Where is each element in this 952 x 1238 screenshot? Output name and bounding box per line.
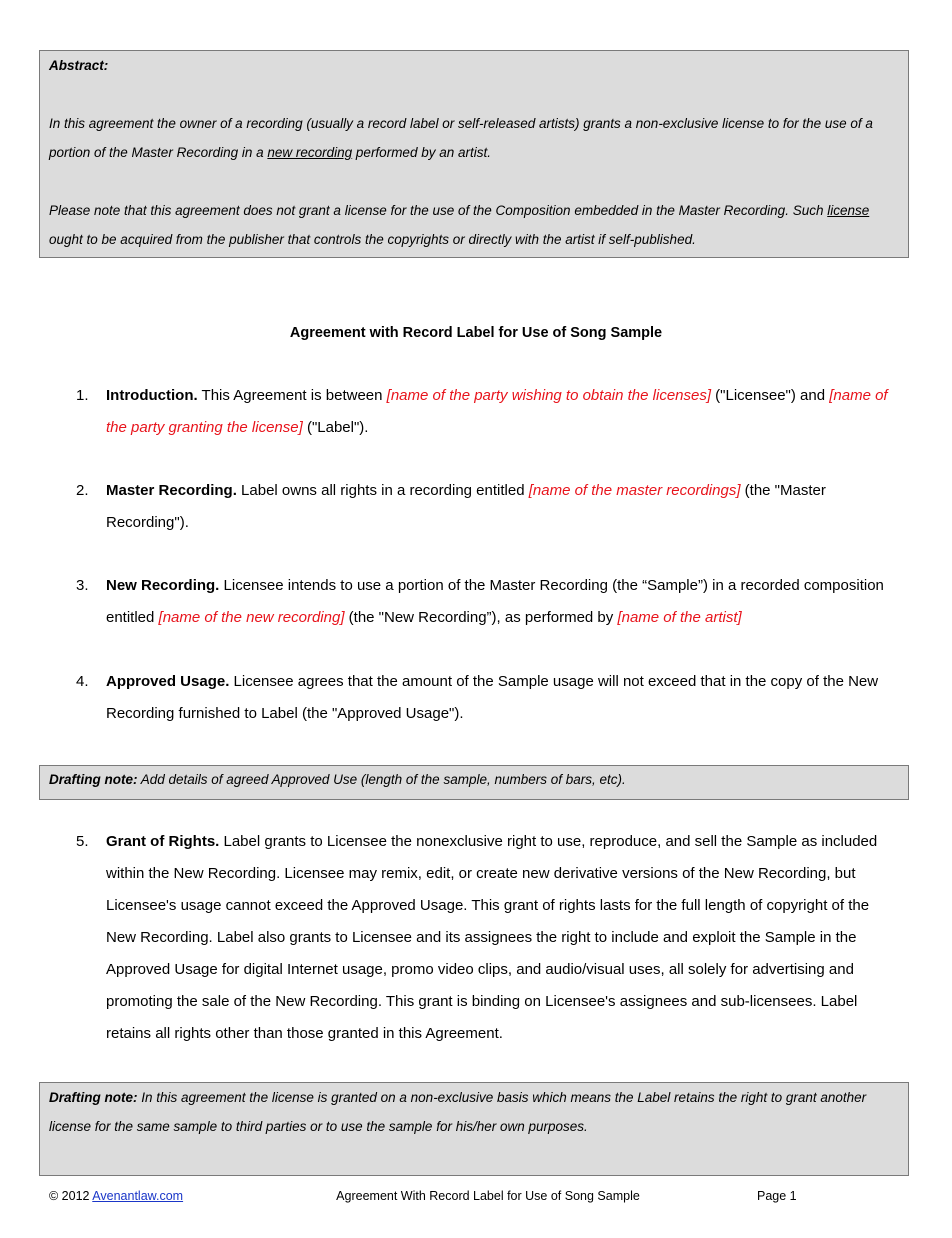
abstract-paragraph-1: In this agreement the owner of a recording (usually a record label or self-released artists) grants a non-exclusive license to for the use of a portion of the Master Recording in a new recording performed by an artist. xyxy=(49,116,873,160)
section-master-recording: 2. Master Recording. Label owns all rights in a recording entitled [name of the master recordings] (the "Master Recording"). xyxy=(76,475,896,539)
footer-page-number: Page 1 xyxy=(757,1189,797,1203)
abstract-heading: Abstract: xyxy=(49,58,109,73)
section-new-recording: 3. New Recording. Licensee intends to use a portion of the Master Recording (the “Sample”) in a recorded composition entitled [name of the new recording] (the "New Recording”), as performed by [name of the artist] xyxy=(76,570,896,634)
section-heading: Master Recording. xyxy=(106,482,237,499)
section-number: 3. xyxy=(76,577,89,594)
abstract-box xyxy=(39,50,909,258)
placeholder-master-recording-name[interactable]: [name of the master recordings] xyxy=(528,482,741,499)
section-number: 5. xyxy=(76,833,89,850)
drafting-note-approved-use xyxy=(39,765,909,800)
footer-site-link[interactable]: Avenantlaw.com xyxy=(92,1189,184,1203)
drafting-note-label: Drafting note: xyxy=(49,772,138,787)
placeholder-label-name[interactable]: [name of the party granting the license] xyxy=(106,387,888,436)
drafting-note-text: Add details of agreed Approved Use (length of the sample, numbers of bars, etc). xyxy=(137,772,626,787)
drafting-note-text: In this agreement the license is granted on a non-exclusive basis which means the Label retains the right to grant another license for the same sample to third parties or to use the sample for his/her own purposes. xyxy=(49,1090,867,1134)
section-heading: Introduction. xyxy=(106,387,198,404)
drafting-note-label: Drafting note: xyxy=(49,1090,138,1105)
section-number: 2. xyxy=(76,482,89,499)
section-heading: Approved Usage. xyxy=(106,673,230,690)
section-number: 4. xyxy=(76,673,89,690)
footer-copyright: © 2012 Avenantlaw.com xyxy=(49,1189,184,1203)
section-approved-usage: 4. Approved Usage. Licensee agrees that the amount of the Sample usage will not exceed that in the copy of the New Recording furnished to Label (the "Approved Usage"). xyxy=(76,666,896,730)
section-heading: New Recording. xyxy=(106,577,220,594)
license-link[interactable]: license xyxy=(827,203,870,218)
abstract-paragraph-2: Please note that this agreement does not grant a license for the use of the Composition embedded in the Master Recording. Such license ought to be acquired from the publisher that controls the copyrights or directly with the artist if self-published. xyxy=(49,203,870,247)
document-title: Agreement with Record Label for Use of Song Sample xyxy=(289,325,663,341)
placeholder-new-recording-name[interactable]: [name of the new recording] xyxy=(158,609,345,626)
section-heading: Grant of Rights. xyxy=(106,833,220,850)
section-number: 1. xyxy=(76,387,89,404)
drafting-note-non-exclusive xyxy=(39,1082,909,1176)
footer-doc-title: Agreement With Record Label for Use of Song Sample xyxy=(336,1189,640,1203)
new-recording-link[interactable]: new recording xyxy=(267,145,353,160)
page-footer xyxy=(0,1185,952,1207)
section-introduction: 1. Introduction. This Agreement is between [name of the party wishing to obtain the licenses] ("Licensee") and [name of the party granting the license] ("Label"). xyxy=(76,380,896,444)
placeholder-artist-name[interactable]: [name of the artist] xyxy=(617,609,742,626)
section-grant-of-rights: 5. Grant of Rights. Label grants to Licensee the nonexclusive right to use, reproduce, and sell the Sample as included within the New Recording. Licensee may remix, edit, or create new derivative versions of the New Recording, but Licensee's usage cannot exceed the Approved Usage. This grant of rights lasts for the full length of copyright of the New Recording. Label also grants to Licensee and its assignees the right to include and exploit the Sample in the Approved Usage for digital Internet usage, promo video clips, and audio/visual uses, all solely for advertising and promoting the sale of the New Recording. This grant is binding on Licensee's assignees and sub-licensees. Label retains all rights other than those granted in this Agreement. xyxy=(76,826,896,1050)
placeholder-licensee-name[interactable]: [name of the party wishing to obtain the licenses] xyxy=(386,387,712,404)
